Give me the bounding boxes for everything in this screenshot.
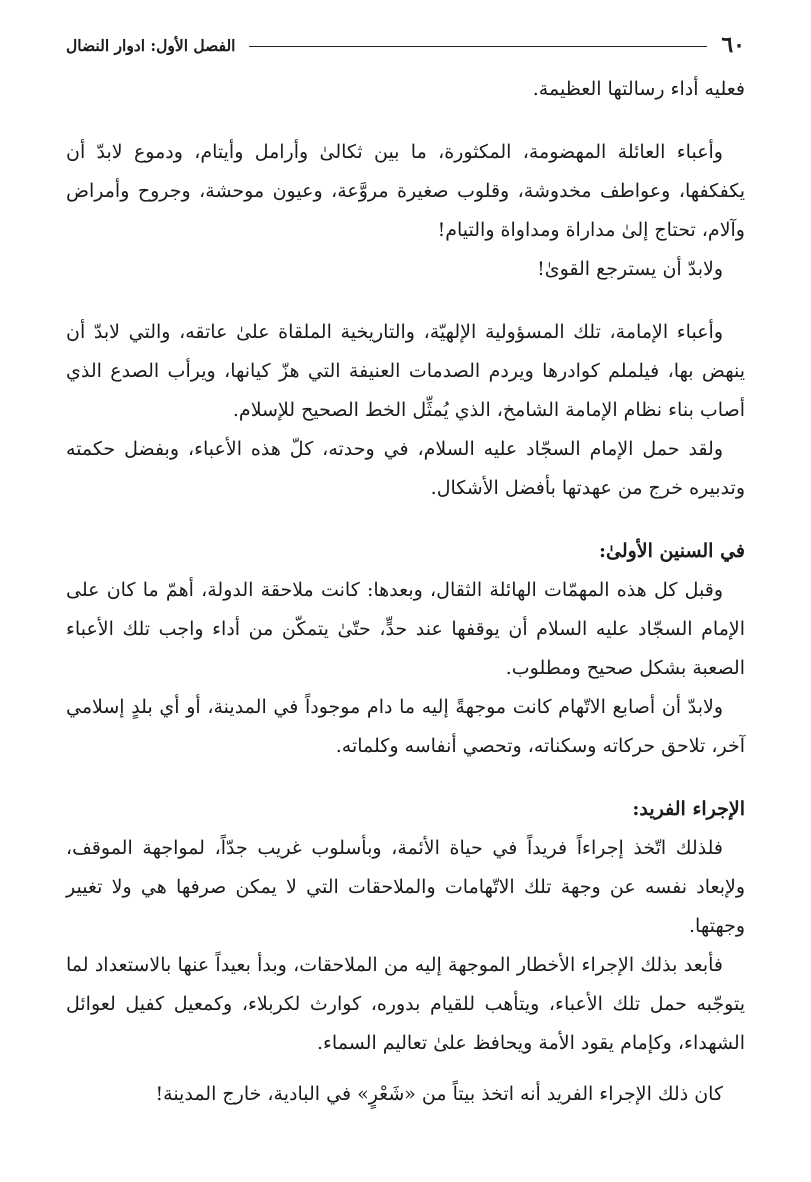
page-body: [66, 70, 745, 1114]
paragraph: وأعباء العائلة المهضومة، المكثورة، ما بين ثكالىٰ وأرامل وأيتام، ودموع لابدّ أن يكفكفها، وعواطف مخدوشة، وقلوب صغيرة مروَّعة، وعيون موحشة، وجروح وأمراض وآلام، تحتاج إلىٰ مداراة ومداواة والتيام!: [66, 141, 745, 241]
paragraph: كان ذلك الإجراء الفريد أنه اتخذ بيتاً من «شَعْرٍ» في البادية، خارج المدينة!: [155, 1083, 723, 1105]
paragraph: ولقد حمل الإمام السجّاد عليه السلام، في وحدته، كلّ هذه الأعباء، وبفضل حكمته وتدبيره خرج من عهدتها بأفضل الأشكال.: [66, 438, 745, 499]
paragraph: وقبل كل هذه المهمّات الهائلة الثقال، وبعدها: كانت ملاحقة الدولة، أهمّ ما كان على الإمام السجّاد عليه السلام أن يوقفها عند حدٍّ، حتّىٰ يتمكّن من أداء واجب تلك الأعباء الصعبة بشكل صحيح ومطلوب.: [66, 579, 745, 679]
running-header: [66, 28, 745, 62]
paragraph: فلذلك اتّخذ إجراءاً فريداً في حياة الأئمة، وبأسلوب غريب جدّاً، لمواجهة الموقف، ولإبعاد نفسه عن وجهة تلك الاتّهامات والملاحقات التي لا يمكن صرفها هي ولا تغيير وجهتها.: [66, 837, 745, 937]
book-page: [66, 28, 745, 1158]
paragraph: فأبعد بذلك الإجراء الأخطار الموجهة إليه من الملاحقات، وبدأ بعيداً عنها بالاستعداد لما يتوجّبه حمل تلك الأعباء، ويتأهب للقيام بدوره، كوارث لكربلاء، وكمعيل كفيل لعوائل الشهداء، وكإمام يقود الأمة ويحافظ علىٰ تعاليم السماء.: [66, 954, 745, 1054]
chapter-title: الفصل الأول: ادوار النضال: [66, 35, 236, 55]
paragraph: ولابدّ أن يسترجع القوىٰ!: [537, 258, 723, 280]
header-rule: [249, 46, 707, 47]
paragraph: فعليه أداء رسالتها العظيمة.: [532, 78, 745, 100]
page-number: ٦٠: [721, 32, 745, 58]
paragraph: وأعباء الإمامة، تلك المسؤولية الإلهيّة، والتاريخية الملقاة علىٰ عاتقه، والتي لابدّ أن ينهض بها، فيلملم كوادرها ويردم الصدمات العنيفة التي هزّ كيانها، ويرأب الصدع الذي أصاب بناء نظام الإمامة الشامخ، الذي يُمثِّل الخط الصحيح للإسلام.: [66, 321, 745, 421]
section-heading: في السنين الأولىٰ:: [598, 540, 745, 562]
section-heading: الإجراء الفريد:: [632, 798, 745, 820]
paragraph: ولابدّ أن أصابع الاتّهام كانت موجهةً إليه ما دام موجوداً في المدينة، أو أي بلدٍ إسلامي آخر، تلاحق حركاته وسكناته، وتحصي أنفاسه وكلماته.: [66, 696, 745, 757]
